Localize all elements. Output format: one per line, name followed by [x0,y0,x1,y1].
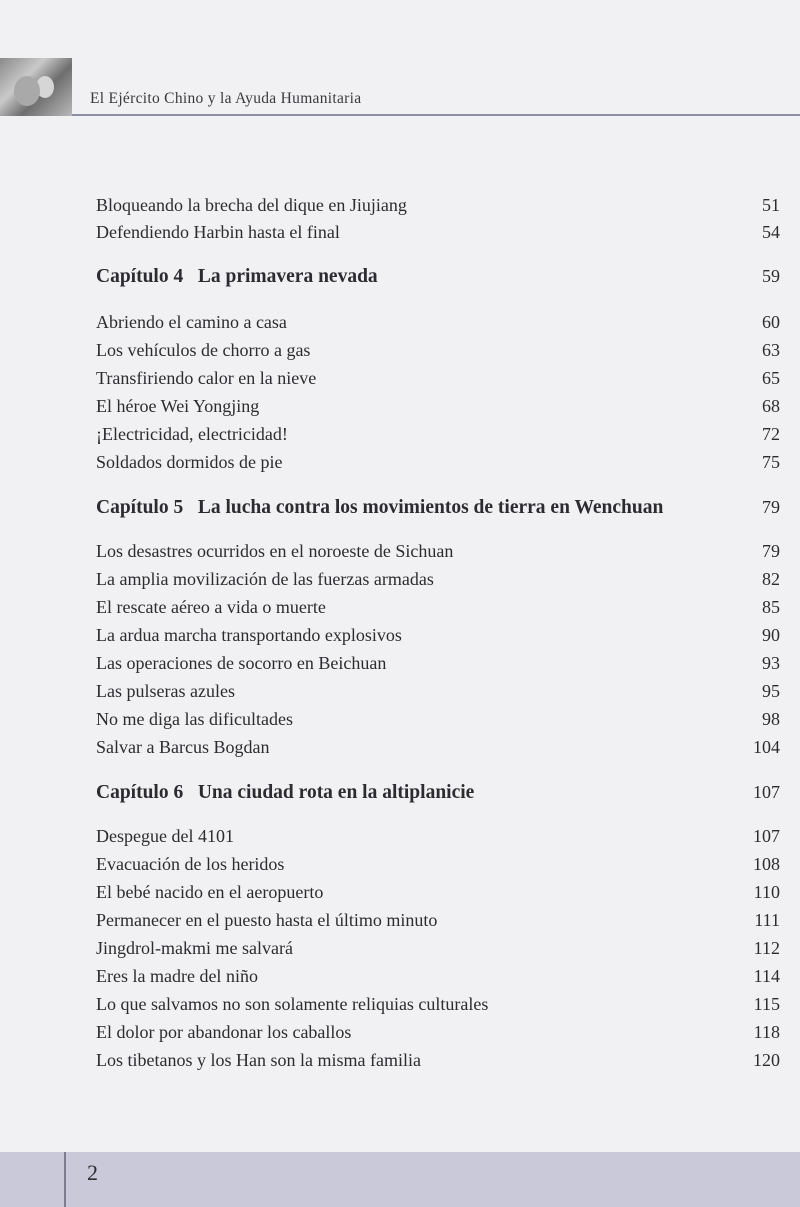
toc-entry-page: 85 [762,597,780,617]
toc-entry-title: La ardua marcha transportando explosivos [96,625,402,645]
toc-entry-title: Abriendo el camino a casa [96,312,287,332]
toc-entry-page: 51 [762,195,780,215]
header-photo-thumbnail [0,58,72,116]
toc-entry [96,938,780,966]
toc-entry-page: 68 [762,396,780,416]
toc-entry-page: 98 [762,709,780,729]
chapter-title: Capítulo 6 Una ciudad rota en la altiplanicie [96,782,475,803]
toc-entry [96,681,780,709]
toc-entry-title: El rescate aéreo a vida o muerte [96,597,326,617]
chapter-page: 107 [753,782,780,802]
toc-entry-title: ¡Electricidad, electricidad! [96,424,288,444]
toc-entry-title: La amplia movilización de las fuerzas armadas [96,569,434,589]
toc-entry [96,737,780,765]
toc-entry-page: 95 [762,681,780,701]
toc-entry [96,653,780,681]
toc-entry-page: 114 [753,966,780,986]
toc-chapter-heading [96,266,780,294]
toc-entry-title: Defendiendo Harbin hasta el final [96,222,340,242]
toc-entry [96,625,780,653]
toc-entry [96,910,780,938]
toc-entry-title: Eres la madre del niño [96,966,258,986]
toc-entry-page: 110 [753,882,780,902]
header-divider [72,114,800,116]
toc-entry [96,222,780,250]
toc-entry [96,195,780,223]
toc-entry-title: Los vehículos de chorro a gas [96,340,311,360]
toc-entry-title: Evacuación de los heridos [96,854,285,874]
toc-entry-title: El héroe Wei Yongjing [96,396,260,416]
toc-entry-page: 79 [762,541,780,561]
toc-entry [96,312,780,340]
toc-entry-title: Los desastres ocurridos en el noroeste de Sichuan [96,541,454,561]
toc-entry [96,396,780,424]
toc-entry [96,854,780,882]
toc-entry [96,826,780,854]
footer-divider [64,1152,66,1207]
toc-entry-title: Salvar a Barcus Bogdan [96,737,270,757]
toc-chapter-heading [96,782,780,810]
footer-band [0,1152,800,1207]
toc-entry-title: Las operaciones de socorro en Beichuan [96,653,387,673]
toc-entry [96,1022,780,1050]
toc-entry [96,541,780,569]
toc-entry-page: 72 [762,424,780,444]
toc-entry-page: 60 [762,312,780,332]
toc-entry-page: 118 [753,1022,780,1042]
toc-entry-title: Despegue del 4101 [96,826,234,846]
toc-entry-title: El dolor por abandonar los caballos [96,1022,352,1042]
toc-entry-title: Lo que salvamos no son solamente reliquias culturales [96,994,489,1014]
toc-entry-page: 54 [762,222,780,242]
toc-entry-page: 115 [753,994,780,1014]
toc-entry-title: Transfiriendo calor en la nieve [96,368,317,388]
toc-entry-title: Las pulseras azules [96,681,235,701]
toc-entry-title: No me diga las dificultades [96,709,293,729]
running-header [0,0,800,118]
toc-entry-page: 75 [762,452,780,472]
toc-entry [96,368,780,396]
toc-entry-page: 120 [753,1050,780,1070]
toc-entry [96,424,780,452]
toc-entry-page: 65 [762,368,780,388]
toc-entry [96,882,780,910]
book-title: El Ejército Chino y la Ayuda Humanitaria [90,90,362,107]
toc-entry-page: 108 [753,854,780,874]
toc-entry [96,340,780,368]
toc-entry-title: Jingdrol-makmi me salvará [96,938,293,958]
toc-entry-page: 107 [753,826,780,846]
toc-entry [96,1050,780,1078]
toc-entry-page: 111 [754,910,780,930]
toc-entry [96,452,780,480]
toc-entry-page: 104 [753,737,780,757]
toc-entry [96,994,780,1022]
toc-entry-title: Soldados dormidos de pie [96,452,283,472]
toc-entry-title: El bebé nacido en el aeropuerto [96,882,324,902]
toc-entry-title: Bloqueando la brecha del dique en Jiujiang [96,195,407,215]
toc-chapter-heading [96,497,780,525]
toc-entry [96,597,780,625]
toc-entry [96,966,780,994]
chapter-title: Capítulo 5 La lucha contra los movimientos de tierra en Wenchuan [96,497,664,518]
toc-entry-page: 112 [753,938,780,958]
toc-entry-page: 82 [762,569,780,589]
toc-entry [96,569,780,597]
chapter-title: Capítulo 4 La primavera nevada [96,266,378,287]
page-number: 2 [87,1160,98,1185]
toc-entry-page: 63 [762,340,780,360]
chapter-page: 79 [762,497,780,517]
toc-entry-page: 93 [762,653,780,673]
toc-entry-title: Los tibetanos y los Han son la misma familia [96,1050,421,1070]
chapter-page: 59 [762,266,780,286]
toc-entry [96,709,780,737]
toc-entry-title: Permanecer en el puesto hasta el último minuto [96,910,438,930]
toc-entry-page: 90 [762,625,780,645]
